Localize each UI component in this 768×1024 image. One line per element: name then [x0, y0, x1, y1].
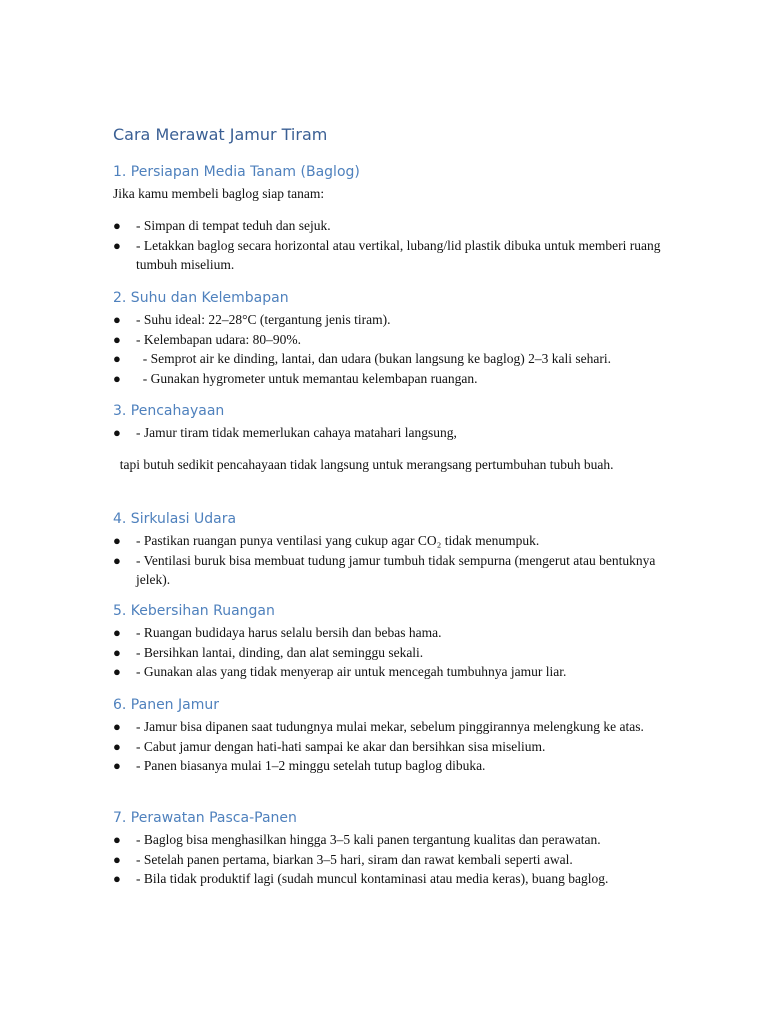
- bullet-icon: ●: [113, 871, 121, 886]
- list-item: [113, 310, 673, 330]
- paragraph: tapi butuh sedikit pencahayaan tidak langsung untuk merangsang pertumbuhan tubuh buah.: [113, 456, 614, 472]
- list-item-text: - Semprot air ke dinding, lantai, dan udara (bukan langsung ke baglog) 2–3 kali sehari.: [136, 351, 611, 366]
- list-item: [113, 830, 673, 850]
- list-item: [113, 216, 673, 236]
- list-item-text: - Simpan di tempat teduh dan sejuk.: [136, 218, 331, 233]
- list-item-text: - Jamur bisa dipanen saat tudungnya mulai mekar, sebelum pinggirannya melengkung ke atas.: [136, 719, 644, 734]
- list-item: [113, 236, 673, 275]
- list-item-text: - Suhu ideal: 22–28°C (tergantung jenis tiram).: [136, 312, 391, 327]
- section-suhu-kelembapan: [113, 288, 673, 388]
- bullet-icon: ●: [113, 331, 121, 347]
- bullet-list: [113, 717, 673, 776]
- bullet-list: [113, 423, 673, 443]
- section-media-tanam: [113, 162, 673, 275]
- list-item-text: - Pastikan ruangan punya ventilasi yang cukup agar CO₂ tidak menumpuk.: [136, 533, 540, 548]
- section-heading: 5. Kebersihan Ruangan: [113, 603, 275, 619]
- bullet-icon: ●: [113, 625, 121, 640]
- bullet-icon: ●: [113, 738, 121, 754]
- list-item: [113, 349, 673, 369]
- bullet-icon: ●: [113, 218, 121, 233]
- bullet-list: [113, 310, 673, 388]
- list-item: [113, 869, 673, 889]
- bullet-icon: ●: [113, 237, 121, 253]
- list-item-text: - Ventilasi buruk bisa membuat tudung jamur tumbuh tidak sempurna (mengerut atau bentuknya jelek).: [136, 552, 656, 587]
- list-item-text: - Gunakan alas yang tidak menyerap air untuk mencegah tumbuhnya jamur liar.: [136, 664, 567, 679]
- bullet-list: [113, 830, 673, 889]
- list-item: [113, 531, 673, 551]
- section-heading: 4. Sirkulasi Udara: [113, 511, 237, 527]
- bullet-icon: ●: [113, 552, 121, 568]
- bullet-icon: ●: [113, 644, 121, 660]
- list-item-text: - Bila tidak produktif lagi (sudah muncul kontaminasi atau media keras), buang baglog.: [136, 871, 609, 886]
- list-item-text: - Ruangan budidaya harus selalu bersih dan bebas hama.: [136, 625, 442, 640]
- section-intro: Jika kamu membeli baglog siap tanam:: [113, 186, 325, 201]
- list-item-text: - Letakkan baglog secara horizontal atau vertikal, lubang/lid plastik dibuka untuk memberi ruang tumbuh miselium.: [136, 237, 661, 272]
- list-item-text: - Bersihkan lantai, dinding, dan alat seminggu sekali.: [136, 644, 424, 660]
- list-item: [113, 551, 673, 590]
- list-item: [113, 850, 673, 870]
- list-item: [113, 756, 673, 776]
- list-item-text: - Jamur tiram tidak memerlukan cahaya matahari langsung,: [136, 425, 457, 440]
- list-item-text: - Kelembapan udara: 80–90%.: [136, 331, 301, 347]
- section-kebersihan-ruangan: [113, 601, 673, 682]
- bullet-icon: ●: [113, 312, 121, 327]
- list-item-text: - Baglog bisa menghasilkan hingga 3–5 kali panen tergantung kualitas dan perawatan.: [136, 832, 601, 847]
- section-heading: 1. Persiapan Media Tanam (Baglog): [113, 164, 360, 180]
- bullet-icon: ●: [113, 851, 121, 867]
- list-item: [113, 423, 673, 443]
- list-item: [113, 643, 673, 663]
- bullet-icon: ●: [113, 533, 121, 548]
- list-item: [113, 369, 673, 389]
- document-title: Cara Merawat Jamur Tiram: [113, 125, 328, 144]
- bullet-icon: ●: [113, 664, 121, 679]
- list-item: [113, 330, 673, 350]
- bullet-icon: ●: [113, 758, 121, 773]
- bullet-list: [113, 216, 673, 275]
- bullet-icon: ●: [113, 832, 121, 847]
- list-item: [113, 717, 673, 737]
- section-heading: 3. Pencahayaan: [113, 403, 225, 419]
- list-item: [113, 737, 673, 757]
- section-heading: 2. Suhu dan Kelembapan: [113, 290, 289, 306]
- bullet-icon: ●: [113, 425, 121, 440]
- list-item: [113, 623, 673, 643]
- bullet-icon: ●: [113, 370, 121, 386]
- section-sirkulasi-udara: [113, 509, 673, 590]
- section-pencahayaan: [113, 401, 673, 475]
- bullet-list: [113, 531, 673, 590]
- list-item-text: - Panen biasanya mulai 1–2 minggu setelah tutup baglog dibuka.: [136, 758, 486, 773]
- list-item-text: - Cabut jamur dengan hati-hati sampai ke akar dan bersihkan sisa miselium.: [136, 738, 546, 754]
- list-item-text: - Gunakan hygrometer untuk memantau kelembapan ruangan.: [136, 370, 478, 386]
- section-heading: 7. Perawatan Pasca-Panen: [113, 810, 297, 826]
- bullet-icon: ●: [113, 351, 121, 366]
- bullet-list: [113, 623, 673, 682]
- section-perawatan-pasca-panen: [113, 808, 673, 889]
- list-item: [113, 662, 673, 682]
- section-heading: 6. Panen Jamur: [113, 697, 219, 713]
- bullet-icon: ●: [113, 719, 121, 734]
- section-panen-jamur: [113, 695, 673, 776]
- list-item-text: - Setelah panen pertama, biarkan 3–5 hari, siram dan rawat kembali seperti awal.: [136, 851, 573, 867]
